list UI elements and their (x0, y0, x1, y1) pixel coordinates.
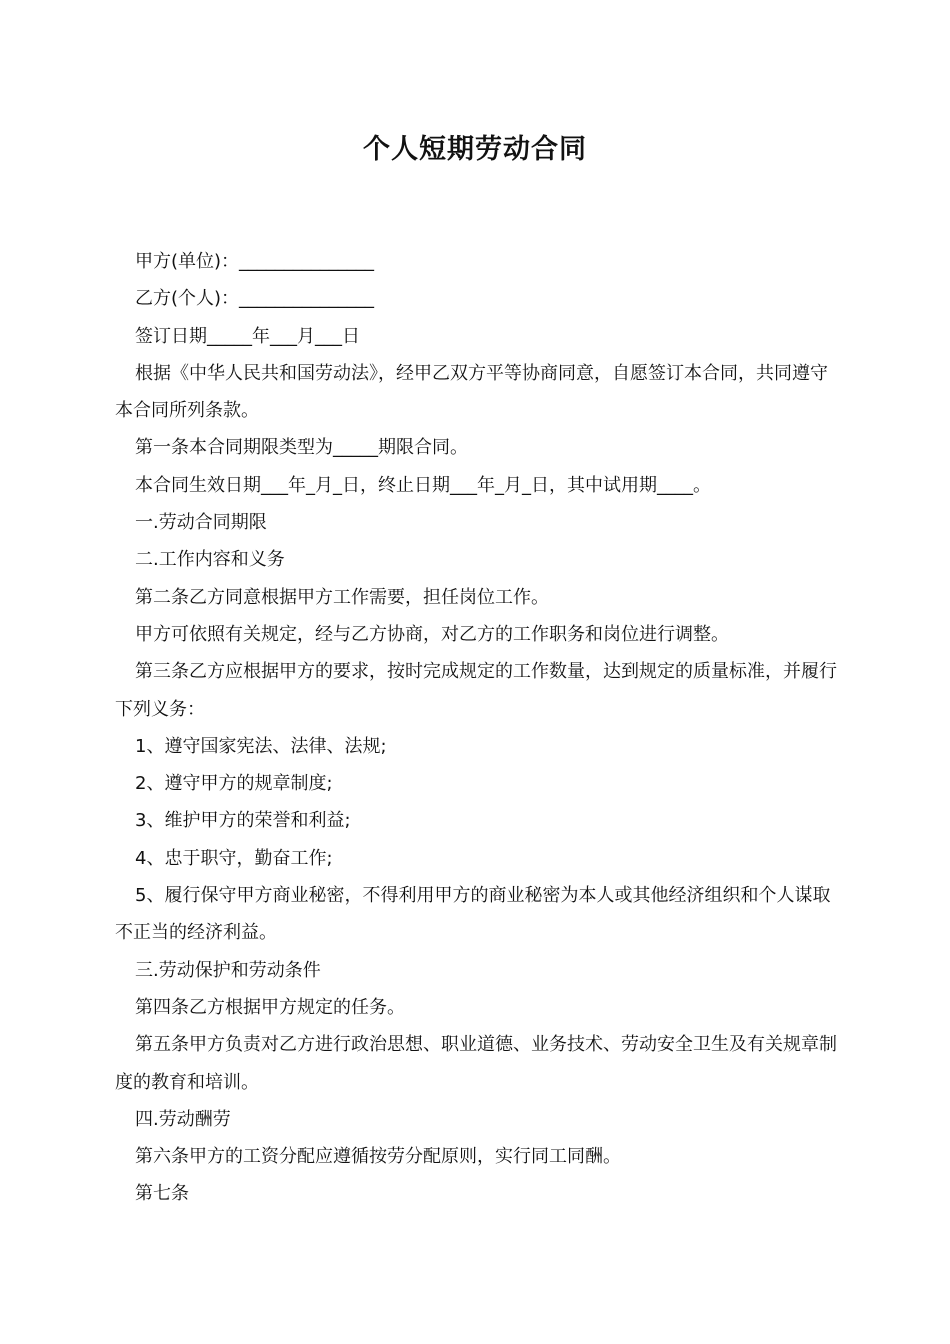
article-7: 第七条 (135, 1183, 189, 1205)
document-body (115, 243, 837, 1213)
article-4: 第四条乙方根据甲方规定的任务。 (135, 996, 405, 1018)
article-3: 第三条乙方应根据甲方的要求，按时完成规定的工作数量，达到规定的质量标准，并履行下列义务： (115, 661, 837, 720)
article-2: 第二条乙方同意根据甲方工作需要，担任岗位工作。 (135, 586, 549, 608)
duty-item-2: 2、遵守甲方的规章制度; (135, 773, 333, 795)
duty-item-5: 5、履行保守甲方商业秘密，不得利用甲方的商业秘密为本人或其他经济组织和个人谋取不正当的经济利益。 (115, 885, 831, 944)
effective-date-paragraph: 本合同生效日期___年_月_日，终止日期___年_月_日，其中试用期____。 (135, 474, 711, 496)
duty-item-3: 3、维护甲方的荣誉和利益; (135, 810, 351, 832)
article-6: 第六条甲方的工资分配应遵循按劳分配原则，实行同工同酬。 (135, 1146, 621, 1168)
preamble-paragraph: 根据《中华人民共和国劳动法》，经甲乙双方平等协商同意，自愿签订本合同，共同遵守本合同所列条款。 (115, 362, 828, 422)
article-5: 第五条甲方负责对乙方进行政治思想、职业道德、业务技术、劳动安全卫生及有关规章制度的教育和培训。 (115, 1034, 837, 1093)
section-heading-3: 三.劳动保护和劳动条件 (135, 959, 321, 981)
signing-date-line: 签订日期_____年___月___日 (135, 325, 360, 347)
duty-item-1: 1、遵守国家宪法、法律、法规; (135, 735, 387, 757)
party-a-line: 甲方(单位)：_______________ (135, 251, 375, 272)
party-b-line: 乙方(个人)：_______________ (135, 288, 375, 310)
adjustment-paragraph: 甲方可依照有关规定，经与乙方协商，对乙方的工作职务和岗位进行调整。 (135, 623, 729, 645)
section-heading-2: 二.工作内容和义务 (135, 549, 285, 571)
section-heading-1: 一.劳动合同期限 (135, 512, 267, 534)
section-heading-4: 四.劳动酬劳 (135, 1108, 231, 1130)
duty-item-4: 4、忠于职守，勤奋工作; (135, 847, 333, 869)
article-1: 第一条本合同期限类型为_____期限合同。 (135, 437, 468, 459)
document-title: 个人短期劳动合同 (363, 134, 587, 165)
